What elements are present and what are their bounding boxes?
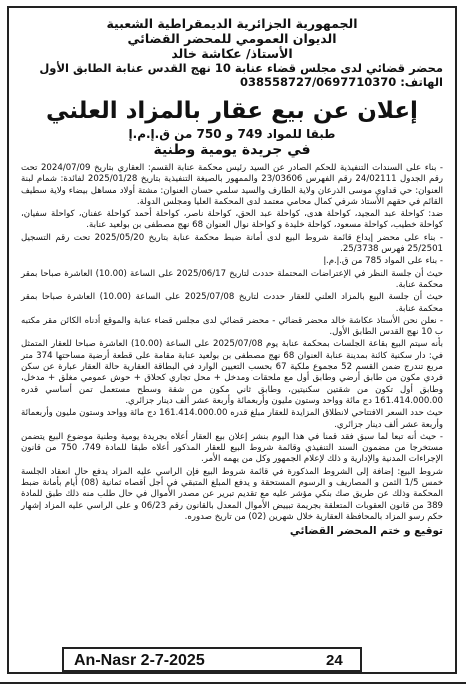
paragraph-sale-conditions: شروط البيع: إضافة إلى الشروط المذكورة في قائمة شروط البيع فإن الراسي عليه المزاد يدفع حال انعقاد الجلسة خمس 1/5 الثمن و المصاريف و الرسوم المستحقة و يدفع المبلغ المتبقي في أجل أقصاه ثمانية (08) أيام بأمانة ضبط المحكمة وذلك عن طريق صك بنكي مؤشر عليه مع تقديم تبرير عن مصدر الأموال في حال طلب منه ذلك طبق للمادة 389 من قانون العقوبات المتعلقة بجريمة تبييض الأموال المعدل بالقانون رقم 06/23 و على الراسي عليه المزاد إشهار حكم رسو المزاد بالمحافظة العقارية خلال شهرين (02) من تاريخ صدوره.: [21, 466, 444, 522]
header-phone: الهاتف: 038558727/0697710370: [239, 75, 443, 89]
page-number: 24: [326, 652, 343, 669]
header-address: محضر قضائي لدى مجلس قضاء عنابة 10 نهج القدس عنابة الطابق الأول: [39, 61, 443, 75]
page-footer: [62, 647, 362, 672]
paragraph-executive-titles: - بناء على السندات التنفيذية للحكم الصادر عن السيد رئيس محكمة عنابة القسم: العقاري بتاريخ 2024/07/09 تحت رقم الجدول 24/02111 رقم الفهرس 23/03606 والممهور بالصيغة التنفيذية بتاريخ 2025/01/28 لفائدة: شمام لبنة العنوان: حي قداوي موسى الذرعان ولاية الطارف والسيد سلمي حسان العنوان: مشتة أولاد مساهل بيضاء ولاية سطيف القائم في حقهم الأستاذ شرفي كمال محامي معتمد لدى المحكمة العليا ومجلس الدولة.: [21, 163, 444, 207]
announcement-subtitle-newspaper: في جريدة يومية وطنية: [153, 142, 311, 158]
announcement-body: [21, 163, 443, 523]
announcement-subtitle: طبقا للمواد 749 و 750 من ق.إ.م.إ: [128, 127, 336, 141]
paragraph-auction-session: حيث أن جلسة البيع بالمزاد العلني للعقار حددت لتاريخ 2025/07/08 على الساعة (10.00) العاشرة صباحا بمقر محكمة عنابة.: [21, 292, 443, 314]
header-republic: الجمهورية الجزائرية الديمقراطية الشعبية: [106, 16, 358, 31]
paragraph-publication: - حيث أنه تبعا لما سبق فقد قمنا في هذا اليوم بنشر إعلان بيع العقار أعلاه بجريدة يومية وطنية موضوع البيع يتضمن مستخرجا من مضمون السند التنفيذي وقائمة شروط البيع للعقار المذكور أعلاه طبقا للمادة 749، 750 من قانون الإجراءات المدنية والإدارية و ذلك لإعلام الجمهور وكل من يهمه الأمر.: [21, 431, 443, 465]
paragraph-announcement: - نعلن نحن الأستاذ عكاشة خالد محضر قضائي - محضر قضائي لدى مجلس قضاء عنابة والموقع أدناه الكائن مقر مكتبه ب 10 نهج القدس الطابق الأول.: [21, 315, 443, 338]
newspaper-date: An-Nasr 2-7-2025: [74, 652, 205, 669]
paragraph-deposit-record: - بناء على محضر إيداع قائمة شروط البيع لدى أمانة ضبط محكمة عنابة بتاريخ 2025/05/20 تحت رقم التسجيل 25/2501 فهرس 25/3738.: [21, 232, 443, 255]
announcement-frame: [7, 6, 457, 674]
paragraph-objections-session: حيث أن جلسة النظر في الإعتراضات المحتملة حددت لتاريخ 2025/06/17 على الساعة (10.00) العاشرة صباحا بمقر محكمة عنابة.: [21, 268, 443, 290]
paragraph-property-description: بأنه سيتم البيع بقاعة الجلسات بمحكمة عنابة يوم 2025/07/08 على الساعة (10.00) العاشرة صباحا للعقار المتمثل في: دار سكنية كائنة بمدينة عنابة العنوان 68 نهج مصطفى بن بولعيد عنابة مقامة على قطعة أرضية مساحتها 374 متر مربع تندرج ضمن القسم 52 مجموع ملكية 67 بحسب التعيين الوارد في البطاقة العقارية حالة العقار عبارة عن سكن فردي مكون من طابق أرضي وطابق أول مع ملحقات ومدخل + محل تجاري كحلاق + حوش عمومي مغلق + مدخل، وطابق أول تكون من شقتين سكنيتين، وطابق ثاني مكون من شقة وسطح مستعمل تمن أساسي قدره 161.414.000.00 دج مائة وواحد وستون مليون وأربعمائة وأربعة عشر ألف دينار جزائري.: [21, 339, 444, 406]
header-office: الديوان العمومي للمحضر القضائي: [127, 31, 337, 46]
paragraph-against: ضد: كواحلة عبد المجيد، كواحلة هدى، كواحلة عبد الحق، كواحلة ناصر، كواحلة أحمد كواحلة عفنان، كواحلة سفيان، كواحلة خطيب، كواحلة مسعود، كواحلة خليدة و كواحلة نوال العنوان 68 نهج مصطفى بن بولعيد عنابة.: [21, 209, 443, 231]
paragraph-articles: - بناء على المواد 785 من ق.إ.م.إ: [323, 256, 443, 267]
header-bailiff-name: الأستاذ/ عكاشة خالد: [171, 46, 293, 61]
bottom-rule: [0, 682, 466, 684]
signature-line: توقيع و ختم المحضر القضائي: [289, 525, 443, 538]
paragraph-opening-price: حيث حدد السعر الافتتاحي لانطلاق المزايدة للعقار مبلغ قدره 161.414.000.00 دج مائة وواحد وستون مليون وأربعمائة وأربعة عشر ألف دينار جزائري.: [21, 408, 443, 430]
announcement-title: إعلان عن بيع عقار بالمزاد العلني: [46, 98, 418, 124]
